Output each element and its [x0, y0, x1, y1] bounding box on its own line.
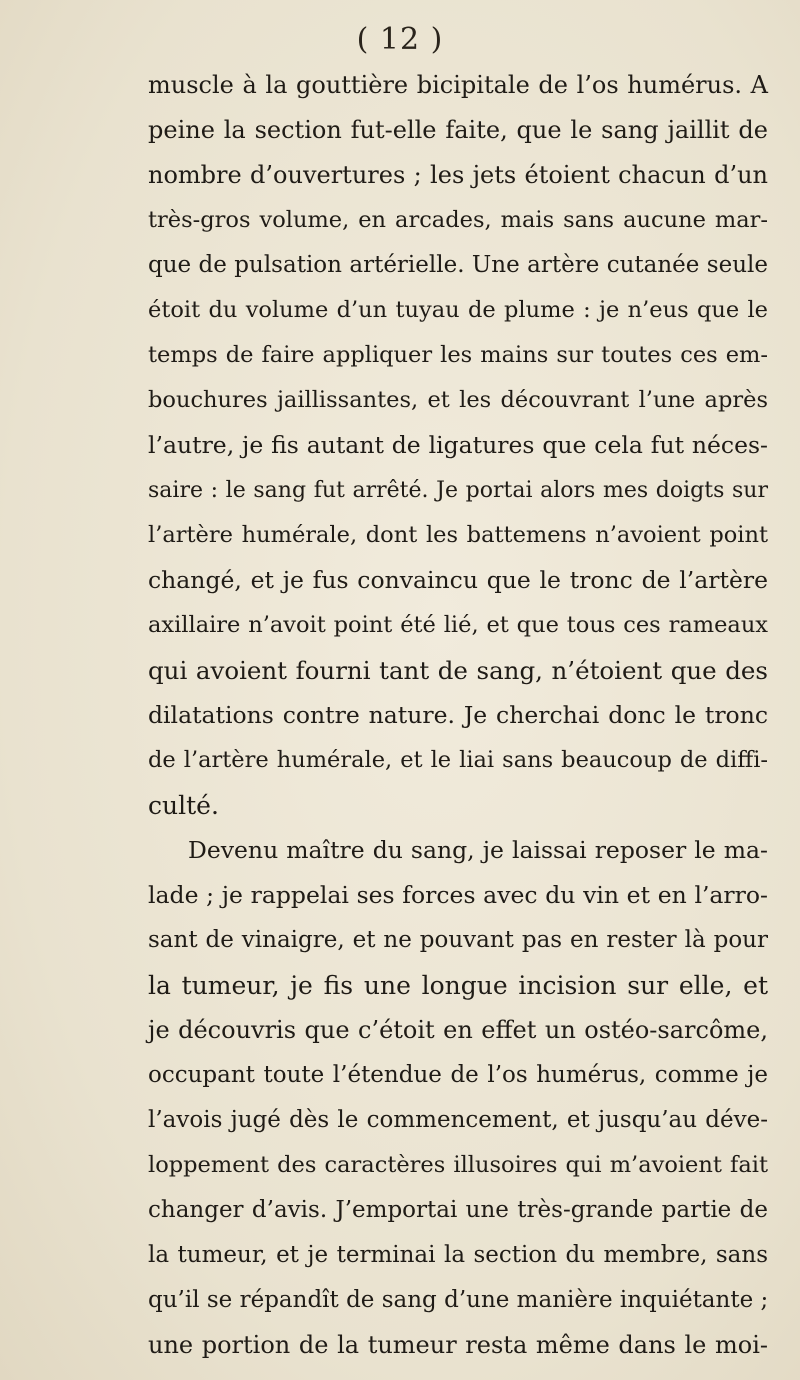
text-line: étoit du volume d’un tuyau de plume : je n’eus que le	[148, 297, 768, 323]
text-line: changé, et je fus convaincu que le tronc de l’artère	[148, 566, 768, 594]
text-line: nombre d’ouvertures ; les jets étoient chacun d’un	[148, 161, 768, 189]
text-line: je découvris que c’étoit en effet un ostéo-sarcôme,	[148, 1016, 768, 1044]
text-line: muscle à la gouttière bicipitale de l’os humérus. A	[148, 71, 768, 99]
paragraph-2	[148, 828, 768, 1368]
text-line: occupant toute l’étendue de l’os humérus, comme je	[148, 1062, 768, 1088]
text-line: peine la section fut-elle faite, que le sang jaillit de	[148, 116, 768, 144]
text-line: culté.	[148, 791, 219, 820]
text-line: axillaire n’avoit point été lié, et que tous ces rameaux	[148, 612, 768, 638]
text-line: que de pulsation artérielle. Une artère cutanée seule	[148, 252, 768, 278]
text-line: très-gros volume, en arcades, mais sans aucune mar-	[148, 207, 768, 233]
text-line: de l’artère humérale, et le liai sans beaucoup de diffi-	[148, 747, 768, 773]
text-line: la tumeur, et je terminai la section du membre, sans	[148, 1242, 768, 1268]
text-line: l’autre, je fis autant de ligatures que cela fut néces-	[148, 431, 768, 459]
text-line: Devenu maître du sang, je laissai reposer le ma-	[188, 836, 768, 864]
page-number: ( 12 )	[356, 22, 444, 57]
text-line: l’artère humérale, dont les battemens n’avoient point	[148, 522, 768, 548]
text-line: sant de vinaigre, et ne pouvant pas en rester là pour	[148, 927, 768, 953]
text-line: une portion de la tumeur resta même dans le moi-	[148, 1331, 768, 1359]
text-line: qui avoient fourni tant de sang, n’étoient que des	[148, 656, 768, 685]
paragraph-1	[148, 63, 768, 828]
text-line: temps de faire appliquer les mains sur toutes ces em-	[148, 342, 768, 368]
text-line: saire : le sang fut arrêté. Je portai alors mes doigts sur	[148, 478, 768, 503]
text-line: bouchures jaillissantes, et les découvrant l’une après	[148, 387, 768, 413]
text-line: lade ; je rappelai ses forces avec du vin et en l’arro-	[148, 881, 768, 909]
text-line: loppement des caractères illusoires qui m’avoient fait	[148, 1152, 768, 1178]
text-line: dilatations contre nature. Je cherchai donc le tronc	[148, 701, 768, 729]
text-line: changer d’avis. J’emportai une très-grande partie de	[148, 1197, 768, 1223]
text-line: l’avois jugé dès le commencement, et jusqu’au déve-	[148, 1107, 768, 1133]
body-text	[148, 63, 768, 1368]
text-line: la tumeur, je fis une longue incision sur elle, et	[148, 971, 768, 1000]
text-line: qu’il se répandît de sang d’une manière inquiétante ;	[148, 1287, 769, 1313]
